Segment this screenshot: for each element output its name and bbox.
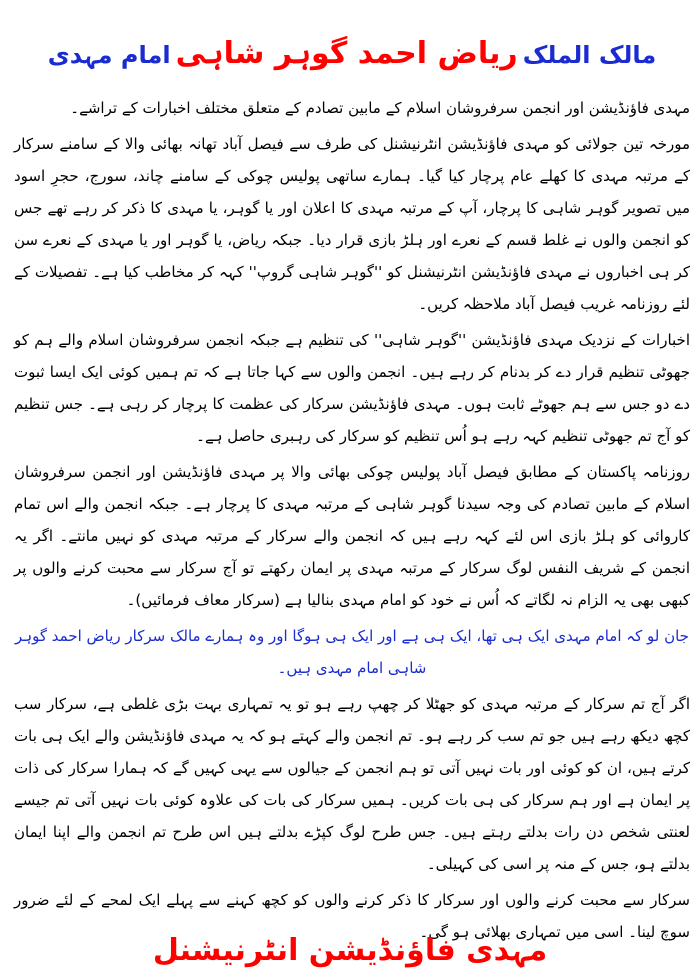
title-name: ریاض احمد گوہر شاہی bbox=[175, 36, 518, 71]
paragraph-newspapers: اخبارات کے نزدیک مہدی فاؤنڈیشن ''گوہر شاہی'' کی تنظیم ہے جبکہ انجمن سرفروشان اسلام والے ہم کو جھوٹی تنظیم قرار دے کر بدنام کر رہے ہیں۔ انجمن والوں سے کہا جاتا ہے کہ تم ہمیں کوئی ایک ایسا ثبوت دے دو جس سے ہم جھوٹے ثابت ہوں۔ مہدی فاؤنڈیشن سرکار کی عظمت کا پرچار کر رہی ہے۔ جس تنظیم کو آج تم جھوٹی تنظیم کہہ رہے ہو اُس تنظیم کو سرکار کی رہبری حاصل ہے۔ bbox=[14, 331, 690, 445]
highlight-paragraph: جان لو کہ امام مہدی ایک ہی تھا، ایک ہی ہے اور ایک ہی ہوگا اور وہ ہمارے مالک سرکار ریاض احمد گوہر شاہی امام مہدی ہیں۔ bbox=[15, 627, 689, 677]
paragraph-daily-pakistan: روزنامہ پاکستان کے مطابق فیصل آباد پولیس چوکی بھائی والا پر مہدی فاؤنڈیشن اور انجمن سرفروشان اسلام کے مابین تصادم کی وجہ سیدنا گوہر شاہی کے مرتبہ مہدی کا پرچار ہے۔ جبکہ انجمن والے اس تمام کاروائی کو ہلڑ بازی اس لئے کہہ رہے ہیں کہ انجمن والے سرکار کے مرتبہ مہدی کو نہیں مانتے۔ اگر یہ انجمن کے شریف النفس لوگ سرکار کے مرتبہ مہدی پر ایمان رکھتے تو آج سرکار سے محبت کرنے والوں پر کبھی بھی یہ الزام نہ لگاتے کہ اُس نے خود کو امام مہدی بنالیا ہے (سرکار معاف فرمائیں)۔ bbox=[14, 463, 690, 609]
paragraph-july-event: مورخہ تین جولائی کو مہدی فاؤنڈیشن انٹرنیشنل کی طرف سے فیصل آباد تھانہ بھائی والا کے سامنے سرکار کے مرتبہ مہدی کا کھلے عام پرچار کیا گیا۔ ہمارے ساتھی پولیس چوکی کے سامنے چاند، سورج، حجرِ اسود میں تصویر گوہر شاہی کا پرچار، آپ کے مرتبہ مہدی کا اعلان اور یا گوہر، یا مہدی کا ذکر کر رہے تھے جس کو انجمن والوں نے غلط قسم کے نعرے اور ہلڑ بازی قرار دیا۔ جبکہ ریاض، یا گوہر اور یا مہدی کے نعرے سن کر ہی اخباروں نے مہدی فاؤنڈیشن انٹرنیشنل کو ''گوہر شاہی گروپ'' کہہ کر مخاطب کیا ہے۔ تفصیلات کے لئے روزنامہ غریب فیصل آباد ملاحظہ کریں۔ bbox=[14, 135, 690, 313]
title-prefix: مالک الملک bbox=[522, 41, 657, 69]
page-title bbox=[14, 30, 690, 78]
article-body bbox=[14, 92, 690, 948]
title-suffix: امام مہدی bbox=[47, 41, 171, 69]
paragraph-warning: اگر آج تم سرکار کے مرتبہ مہدی کو جھٹلا کر چھپ رہے ہو تو یہ تمہاری بہت بڑی غلطی ہے، سرکار سب کچھ دیکھ رہے ہیں جو تم سب کر رہے ہو۔ تم انجمن والے کہتے ہو کہ یہ مہدی فاؤنڈیشن والے ایک ہی بات کرتے ہیں، ان کو کوئی اور بات نہیں آتی تو ہم انجمن کے جیالوں سے یہی کہیں گے کہ ہمارا سرکار کی ذات پر ایمان ہے اور ہم سرکار کی ہی بات کریں۔ ہمیں سرکار کی بات کی علاوہ کوئی بات نہیں آتی تم جیسے لعنتی شخص دن رات بدلتے رہتے ہیں۔ جس طرح لوگ کپڑے بدلتے ہیں اس طرح تم انجمن والے اپنا ایمان بدلتے ہو، جس کے منہ پر اسی کی کہیلی۔ bbox=[14, 695, 690, 873]
intro-paragraph: مہدی فاؤنڈیشن اور انجمن سرفروشان اسلام کے مابین تصادم کے متعلق مختلف اخبارات کے تراشے۔ bbox=[70, 99, 690, 117]
footer-organization: مہدی فاؤنڈیشن انٹرنیشنل bbox=[152, 933, 548, 968]
closing-paragraph: سرکار سے محبت کرنے والوں اور سرکار کا ذکر کرنے والوں کو کچھ کہنے سے پہلے ایک لمحے کے لئے ضرور سوچ لینا۔ اسی میں تمہاری بھلائی ہو گی۔ bbox=[14, 891, 690, 941]
